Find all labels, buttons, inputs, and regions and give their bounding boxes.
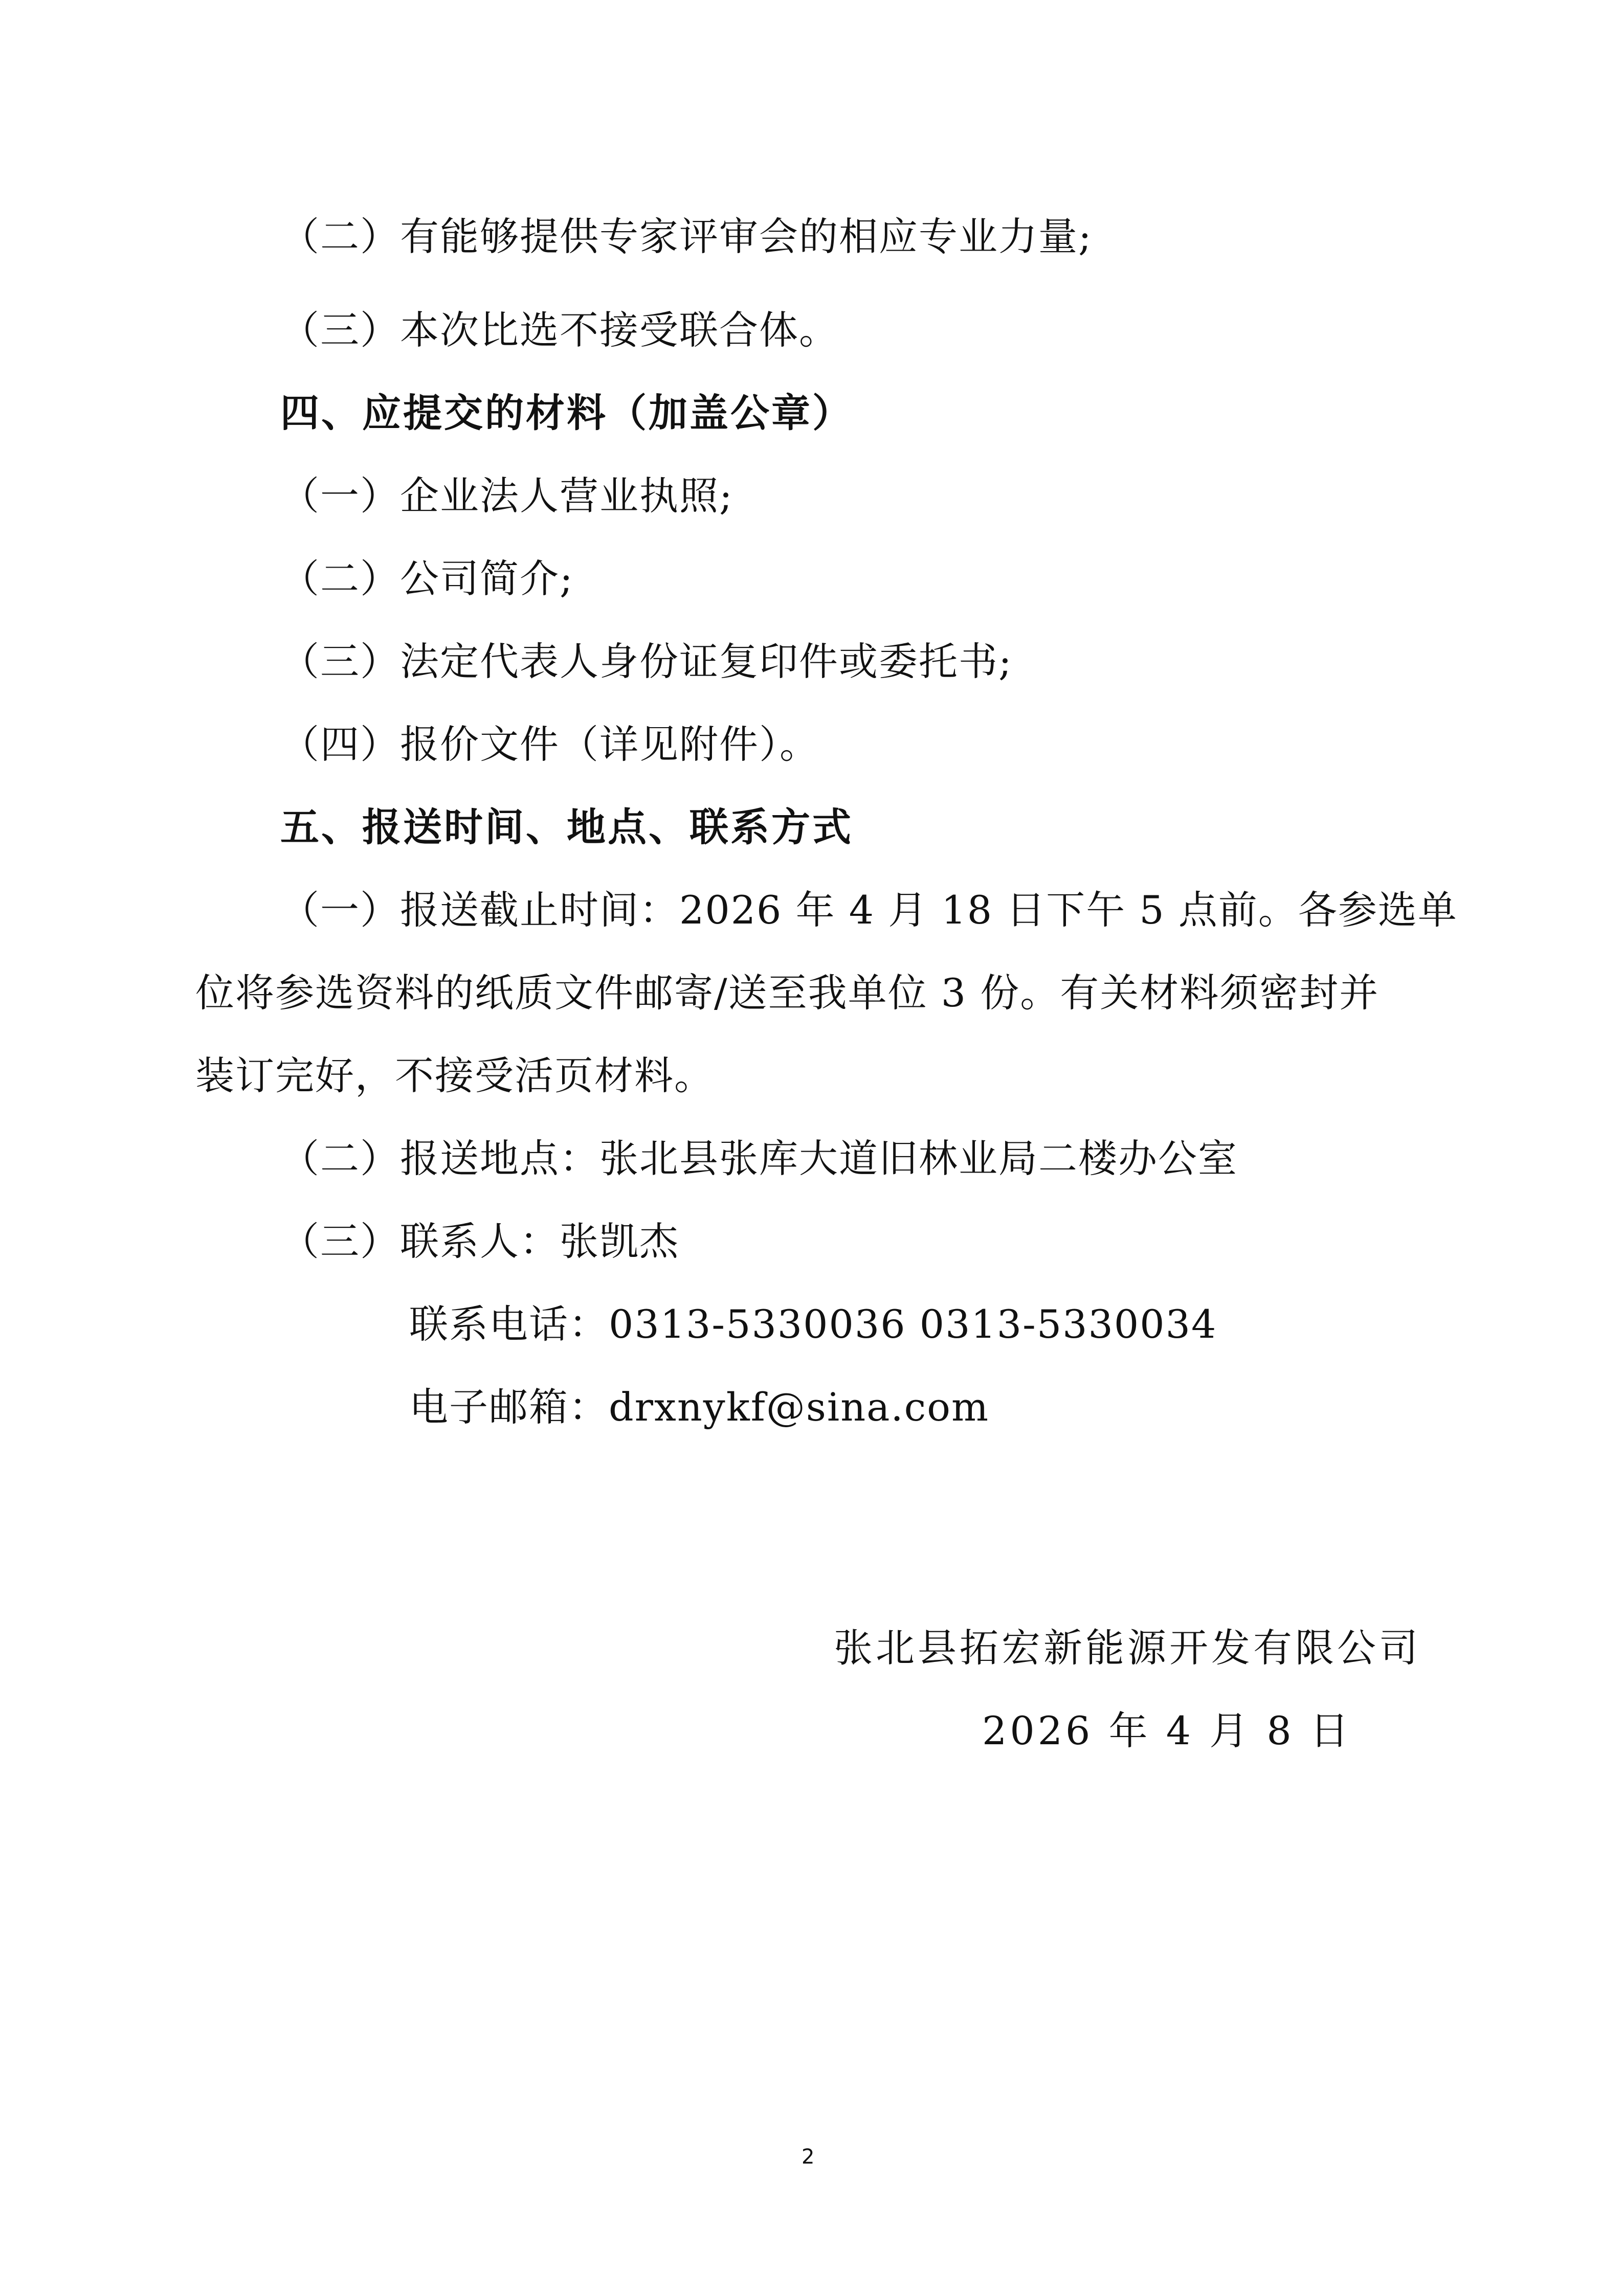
item-deadline-line1: （一）报送截止时间：2026 年 4 月 18 日下午 5 点前。各参选单 bbox=[280, 887, 1458, 933]
page-number: 2 bbox=[802, 2145, 815, 2169]
signature-date: 2026 年 4 月 8 日 bbox=[982, 1708, 1352, 1753]
item-deadline-line2: 位将参选资料的纸质文件邮寄/送至我单位 3 份。有关材料须密封并 bbox=[195, 970, 1380, 1016]
item-quotation-file: （四）报价文件（详见附件）。 bbox=[280, 722, 819, 767]
section-heading-materials: 四、应提交的材料（加盖公章） bbox=[280, 390, 853, 436]
item-submission-location: （二）报送地点：张北县张库大道旧林业局二楼办公室 bbox=[280, 1136, 1238, 1181]
item-expert-capacity: （二）有能够提供专家评审会的相应专业力量; bbox=[280, 214, 1093, 259]
item-legal-rep-id: （三）法定代表人身份证复印件或委托书; bbox=[280, 639, 1013, 684]
item-no-consortium: （三）本次比选不接受联合体。 bbox=[280, 307, 839, 353]
item-business-license: （一）企业法人营业执照; bbox=[280, 473, 733, 519]
section-heading-submission: 五、报送时间、地点、联系方式 bbox=[280, 804, 853, 850]
item-company-profile: （二）公司简介; bbox=[280, 556, 574, 601]
item-contact-email: 电子邮箱：drxnykf@sina.com bbox=[409, 1384, 990, 1430]
item-contact-person: （三）联系人：张凯杰 bbox=[280, 1219, 679, 1264]
item-deadline-line3: 装订完好，不接受活页材料。 bbox=[195, 1053, 714, 1098]
signature-company: 张北县拓宏新能源开发有限公司 bbox=[834, 1625, 1421, 1671]
item-contact-phone: 联系电话：0313-5330036 0313-5330034 bbox=[409, 1301, 1217, 1347]
